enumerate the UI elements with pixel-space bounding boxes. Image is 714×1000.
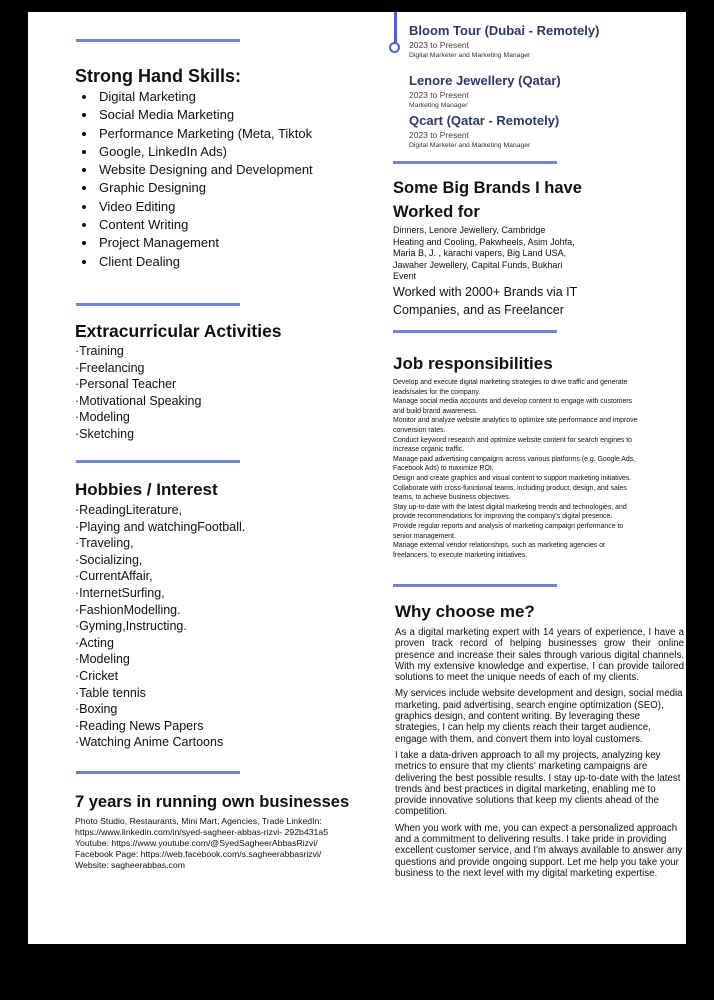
why-heading: Why choose me?: [395, 602, 535, 621]
hobby-item: ·Modeling: [75, 652, 130, 667]
hobby-item: ·Playing and watchingFootball.: [75, 519, 246, 534]
business-section: [75, 790, 385, 871]
why-paragraph: When you work with me, you can expect a personalized approach and a commitment to delivering results. I take pride in providing excellent customer service, and I'm always available to answer any questions and provide ongoing support. Let me help you take your business to the next level with my digital marketing expertise.: [395, 822, 683, 879]
job-title: Lenore Jewellery (Qatar): [409, 73, 561, 88]
brand-line: Event: [393, 271, 417, 282]
skill-item: • Social Media Marketing: [97, 106, 375, 124]
responsibility-line: and build brand awareness.: [393, 407, 478, 415]
hobby-item: ·CurrentAffair,: [75, 569, 153, 584]
hobby-item: ·FashionModelling.: [75, 602, 181, 617]
responsibility-line: Facebook Ads) to maximize ROI.: [393, 465, 494, 473]
responsibility-line: senior management.: [393, 532, 456, 540]
job-role: Digital Marketer and Marketing Manager: [409, 52, 531, 59]
section-divider: [393, 161, 557, 164]
extracurricular-item: ·Motivational Speaking: [75, 393, 202, 408]
responsibility-line: Manage social media accounts and develop content to engage with customers: [393, 398, 633, 406]
responsibility-line: conversion rates.: [393, 426, 446, 434]
experience-section: [409, 23, 679, 151]
hobbies-heading: Hobbies / Interest: [75, 480, 218, 499]
responsibility-line: teams, to achieve business objectives.: [393, 494, 511, 502]
skill-item: • Performance Marketing (Meta, Tiktok: [97, 125, 375, 143]
responsibility-line: Design and create graphics and visual content to support marketing initiatives.: [393, 474, 632, 482]
skill-item: • Graphic Designing: [97, 179, 375, 197]
skill-item: • Project Management: [97, 234, 375, 252]
hobbies-section: [75, 478, 375, 751]
job-date: 2023 to Present: [409, 40, 470, 50]
responsibility-line: Stay up-to-date with the latest digital marketing trends and technologies, and: [393, 503, 627, 511]
why-paragraph: As a digital marketing expert with 14 years of experience, I have a proven track record of helping businesses grow their online presence and increase their sales through various digital channels. With my extensive knowledge and expertise, I can provide tailored solutions to meet the unique needs of each of my clients.: [395, 627, 684, 684]
hobby-item: ·Watching Anime Cartoons: [75, 735, 224, 750]
job-entry: [409, 23, 679, 61]
business-line: Website: sagheerabbas.com: [75, 859, 185, 870]
extracurricular-item: ·Sketching: [75, 426, 135, 441]
responsibility-line: Provide regular reports and analysis of marketing campaign performance to: [393, 522, 624, 530]
responsibility-line: Collaborate with cross-functional teams, including product, design, and sales: [393, 484, 627, 492]
responsibility-line: Develop and execute digital marketing strategies to drive traffic and generate: [393, 379, 628, 386]
job-date: 2023 to Present: [409, 130, 470, 140]
responsibility-line: Monitor and analyze website analytics to optimize site performance and improve: [393, 417, 638, 425]
brand-line: Heating and Cooling, Pakwheels, Asim Johfa,: [393, 236, 575, 247]
brands-heading-line-2: Worked for: [393, 203, 480, 221]
section-divider: [76, 303, 240, 306]
why-section: [395, 600, 684, 884]
responsibility-line: leads/sales for the company.: [393, 388, 481, 396]
hobby-item: ·InternetSurfing,: [75, 585, 165, 600]
hobby-item: ·Gyming,Instructing.: [75, 619, 187, 634]
hobby-item: ·Reading News Papers: [75, 718, 204, 733]
extracurricular-heading: Extracurricular Activities: [75, 321, 282, 341]
job-title: Bloom Tour (Dubai - Remotely): [409, 23, 600, 38]
business-line: Photo Studio, Restaurants, Mini Mart, Agencies, Trade LinkedIn:: [75, 816, 322, 826]
job-entry: [409, 73, 679, 111]
extracurricular-section: [75, 319, 375, 443]
skills-heading: Strong Hand Skills:: [75, 66, 242, 86]
timeline-line: [394, 12, 397, 45]
responsibilities-section: [393, 352, 678, 560]
extracurricular-list: [75, 343, 375, 443]
section-divider: [393, 584, 557, 587]
job-role: Digital Marketer and Marketing Manager: [409, 142, 531, 149]
responsibilities-list: [393, 378, 678, 560]
brands-heading: Some Big Brands I have: [393, 179, 582, 197]
skill-item: • Video Editing: [97, 198, 375, 216]
hobby-item: ·Traveling,: [75, 536, 134, 551]
hobby-item: ·Boxing: [75, 702, 118, 717]
job-date: 2023 to Present: [409, 90, 470, 100]
business-line: Youtube: https://www.youtube.com/@SyedSagheerAbbasRizvi/: [75, 837, 318, 848]
brands-summary-line: Worked with 2000+ Brands via IT: [393, 284, 578, 299]
hobby-item: ·Table tennis: [75, 685, 146, 700]
brands-list: [393, 225, 673, 283]
responsibility-line: Conduct keyword research and optimize website content for search engines to: [393, 436, 633, 444]
hobby-item: ·Cricket: [75, 668, 119, 683]
business-heading: 7 years in running own businesses: [75, 793, 350, 811]
brand-line: Maria B, J. , karachi vapers, Big Land USA,: [393, 248, 567, 259]
brands-summary-line: Companies, and as Freelancer: [393, 302, 564, 317]
responsibility-line: Manage paid advertising campaigns across various platforms (e.g. Google Ads,: [393, 455, 636, 463]
section-divider: [76, 460, 240, 463]
hobby-item: ·ReadingLiterature,: [75, 503, 183, 517]
job-role: Marketing Manager: [409, 102, 468, 109]
extracurricular-item: ·Personal Teacher: [75, 377, 177, 392]
job-title: Qcart (Qatar - Remotely): [409, 113, 560, 128]
brands-section: [393, 176, 673, 319]
skill-item: • Google, LinkedIn Ads): [97, 143, 375, 161]
timeline-dot-icon: [389, 42, 400, 53]
brand-line: Dinners, Lenore Jewellery, Cambridge: [393, 225, 546, 235]
why-paragraph: I take a data-driven approach to all my projects, analyzing key metrics to ensure that my clients' marketing campaigns are delivering the best possible results. I stay up-to-date with the latest trends and best practices in digital marketing, enabling me to provide innovative solutions that keep my clients ahead of the competition.: [395, 749, 681, 818]
responsibility-line: increase organic traffic.: [393, 446, 465, 454]
skill-item: • Digital Marketing: [97, 88, 375, 106]
brands-summary: [393, 283, 673, 319]
business-line: https://www.linkedin.com/in/syed-sagheer-abbas-rizvi- 292b431a5: [75, 826, 329, 837]
skills-section: [75, 64, 375, 271]
why-paragraph: My services include website development and design, social media marketing, paid advertising, search engine optimization (SEO), graphics design, and content writing. By leveraging these strategies, I can help my clients reach their target audience, engage with them, and convert them into loyal customers.: [395, 688, 683, 745]
hobbies-list: [75, 502, 375, 751]
skill-item: • Website Designing and Development: [97, 161, 375, 179]
skill-item: • Content Writing: [97, 216, 375, 234]
skill-item: • Client Dealing: [97, 253, 375, 271]
business-line: Facebook Page: https://web.facebook.com/s.sagheerabbasrizvi/: [75, 848, 322, 859]
job-entry: [409, 113, 679, 151]
brand-line: Jawaher Jewellery, Capital Funds, Bukhari: [393, 259, 563, 270]
section-divider: [393, 330, 557, 333]
extracurricular-item: ·Training: [75, 344, 124, 358]
business-details: [75, 816, 385, 871]
responsibility-line: freelancers, to execute marketing initiatives.: [393, 551, 528, 559]
hobby-item: ·Acting: [75, 635, 114, 650]
extracurricular-item: ·Freelancing: [75, 360, 145, 375]
section-divider: [76, 771, 240, 774]
skills-list: [75, 88, 375, 271]
responsibility-line: provide recommendations for improving the company's digital presence.: [393, 513, 613, 521]
hobby-item: ·Socializing,: [75, 552, 143, 567]
extracurricular-item: ·Modeling: [75, 410, 130, 425]
section-divider: [76, 39, 240, 42]
responsibility-line: Manage external vendor relationships, such as marketing agencies or: [393, 542, 606, 550]
responsibilities-heading: Job responsibilities: [393, 354, 553, 373]
resume-page: [28, 12, 686, 944]
